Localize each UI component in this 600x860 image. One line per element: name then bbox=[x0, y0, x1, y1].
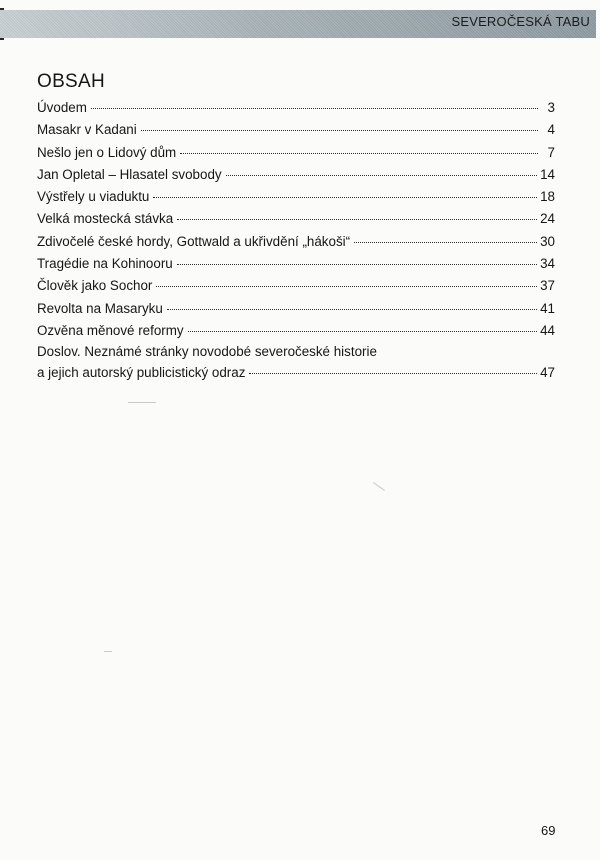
toc-entry-title: Člověk jako Sochor bbox=[37, 278, 153, 294]
page-number: 69 bbox=[541, 823, 556, 838]
toc-entry-page: 7 bbox=[547, 144, 555, 160]
scan-mark bbox=[373, 482, 385, 491]
toc-entry[interactable] bbox=[37, 119, 555, 141]
toc-entry-title: a jejich autorský publicistický odraz bbox=[37, 365, 246, 381]
dot-leader bbox=[180, 152, 538, 154]
toc-entry-page: 4 bbox=[547, 122, 555, 138]
dot-leader bbox=[177, 263, 537, 265]
toc-entry[interactable] bbox=[37, 164, 555, 186]
dot-leader bbox=[226, 174, 537, 176]
toc-entry[interactable] bbox=[37, 298, 555, 320]
running-header bbox=[0, 10, 596, 38]
toc-entry-page: 41 bbox=[540, 300, 555, 316]
toc-entry[interactable] bbox=[37, 142, 555, 164]
toc-entry-page: 34 bbox=[540, 256, 555, 272]
dot-leader bbox=[177, 218, 537, 220]
dot-leader bbox=[249, 372, 537, 374]
page-title: OBSAH bbox=[37, 70, 106, 92]
dot-leader bbox=[156, 285, 537, 287]
toc-entry-title: Masakr v Kadani bbox=[37, 122, 137, 138]
toc-entry-title: Jan Opletal – Hlasatel svobody bbox=[37, 166, 222, 182]
toc-entry-title: Nešlo jen o Lidový dům bbox=[37, 144, 177, 160]
table-of-contents bbox=[37, 97, 555, 385]
toc-entry-title: Velká mostecká stávka bbox=[37, 211, 174, 227]
toc-entry[interactable] bbox=[37, 231, 555, 253]
toc-entry[interactable] bbox=[37, 253, 555, 275]
toc-entry[interactable] bbox=[37, 208, 555, 230]
scan-mark bbox=[128, 402, 156, 403]
toc-entry-title: Revolta na Masaryku bbox=[37, 300, 163, 316]
dot-leader bbox=[167, 308, 537, 310]
running-header-title: SEVEROČESKÁ TABU bbox=[451, 14, 590, 29]
toc-entry-page: 14 bbox=[540, 166, 555, 182]
toc-entry-title: Ozvěna měnové reformy bbox=[37, 322, 184, 338]
toc-entry-title: Tragédie na Kohinooru bbox=[37, 256, 173, 272]
toc-entry[interactable] bbox=[37, 186, 555, 208]
dot-leader bbox=[188, 330, 537, 332]
toc-entry-page: 47 bbox=[540, 365, 555, 381]
scan-mark bbox=[104, 651, 112, 652]
toc-entry[interactable] bbox=[37, 320, 555, 342]
dot-leader bbox=[141, 129, 538, 131]
toc-entry-title: Úvodem bbox=[37, 100, 87, 115]
toc-entry[interactable] bbox=[37, 275, 555, 297]
toc-entry-title: Zdivočelé české hordy, Gottwald a ukřivdění „hákoši“ bbox=[37, 233, 351, 249]
dot-leader bbox=[354, 241, 537, 243]
toc-entry-page: 44 bbox=[540, 322, 555, 338]
toc-entry-page: 30 bbox=[540, 233, 555, 249]
toc-entry-title: Doslov. Neznámé stránky novodobé severočeské historie bbox=[37, 344, 377, 360]
toc-entry-page: 24 bbox=[540, 211, 555, 227]
toc-entry-page: 3 bbox=[547, 100, 555, 115]
toc-entry-afterword-line2[interactable] bbox=[37, 362, 555, 384]
toc-entry-afterword-line1[interactable] bbox=[37, 342, 555, 362]
toc-entry-page: 37 bbox=[540, 278, 555, 294]
dot-leader bbox=[153, 196, 537, 198]
dot-leader bbox=[91, 107, 538, 109]
toc-entry-title: Výstřely u viaduktu bbox=[37, 189, 150, 205]
toc-entry-page: 18 bbox=[540, 189, 555, 205]
toc-entry[interactable] bbox=[37, 97, 555, 119]
